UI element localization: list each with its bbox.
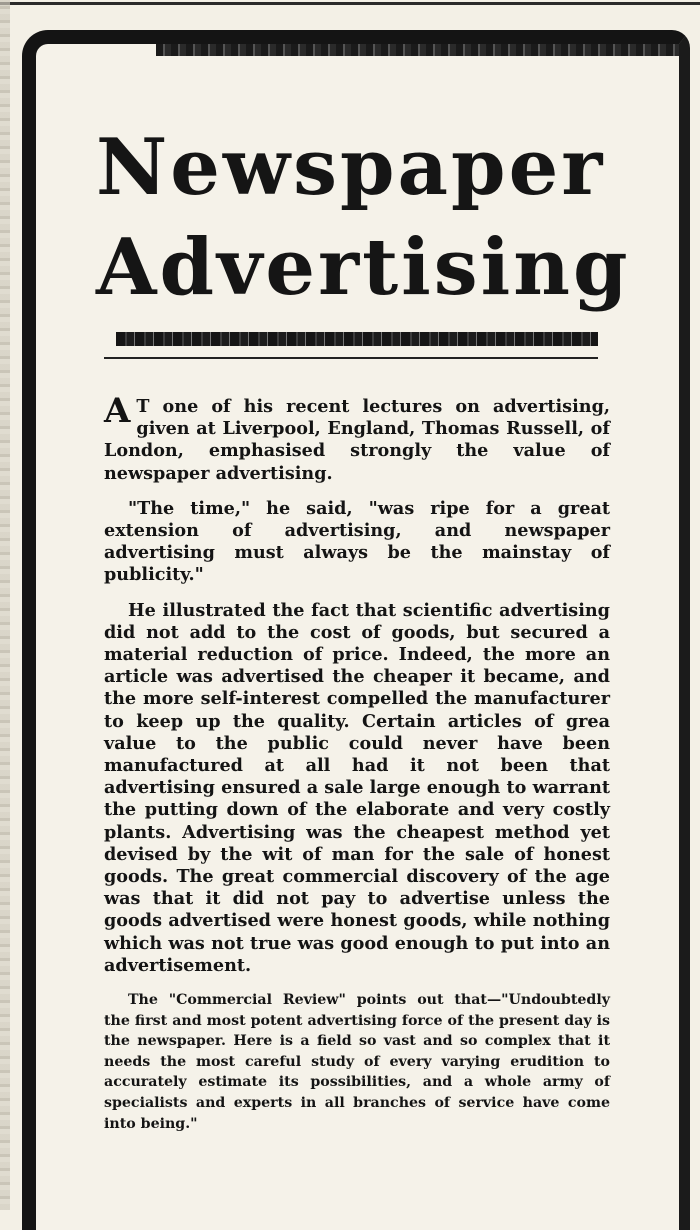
- headline-bar: [116, 332, 598, 346]
- page-top-rule: [0, 2, 700, 5]
- paragraph-2: "The time," he said, "was ripe for a great extension of advertising, and newspaper advertising must always be the mainstay of publicity.": [104, 497, 610, 586]
- headline-rule: [104, 357, 598, 359]
- paragraph-1-text: T one of his recent lectures on advertising, given at Liverpool, England, Thomas Russell, of London, emphasised strongly the value of newspaper advertising.: [104, 396, 610, 484]
- paragraph-1: [104, 391, 610, 485]
- article-body: [104, 391, 610, 1147]
- drop-cap: A: [104, 391, 131, 431]
- headline-line-1: Newspaper: [96, 122, 606, 213]
- adjacent-column-edge: [0, 0, 10, 1210]
- headline-line-2: Advertising: [96, 222, 631, 313]
- frame-top-band: [156, 44, 679, 56]
- headline: [96, 118, 631, 318]
- paragraph-4: The "Commercial Review" points out that—"Undoubtedly the first and most potent advertising force of the present day is the newspaper. Here is a field so vast and so complex that it needs the most careful study of every varying erudition to accurately estimate its possibilities, and a whole army of specialists and experts in all branches of service have come into being.": [104, 992, 610, 1132]
- paragraph-3: He illustrated the fact that scientific advertising did not add to the cost of goods, but secured a material reduction of price. Indeed, the more an article was advertised the cheaper it became, and the more self-interest compelled the manufacturer to keep up the quality. Certain articles of grea value to the public could never have been manufactured at all had it not been that advertising ensured a sale large enough to warrant the putting down of the elaborate and very costly plants. Advertising was the cheapest method yet devised by the wit of man for the sale of honest goods. The great commercial discovery of the age was that it did not pay to advertise unless the goods advertised were honest goods, while nothing which was not true was good enough to put into an advertisement.: [104, 599, 610, 976]
